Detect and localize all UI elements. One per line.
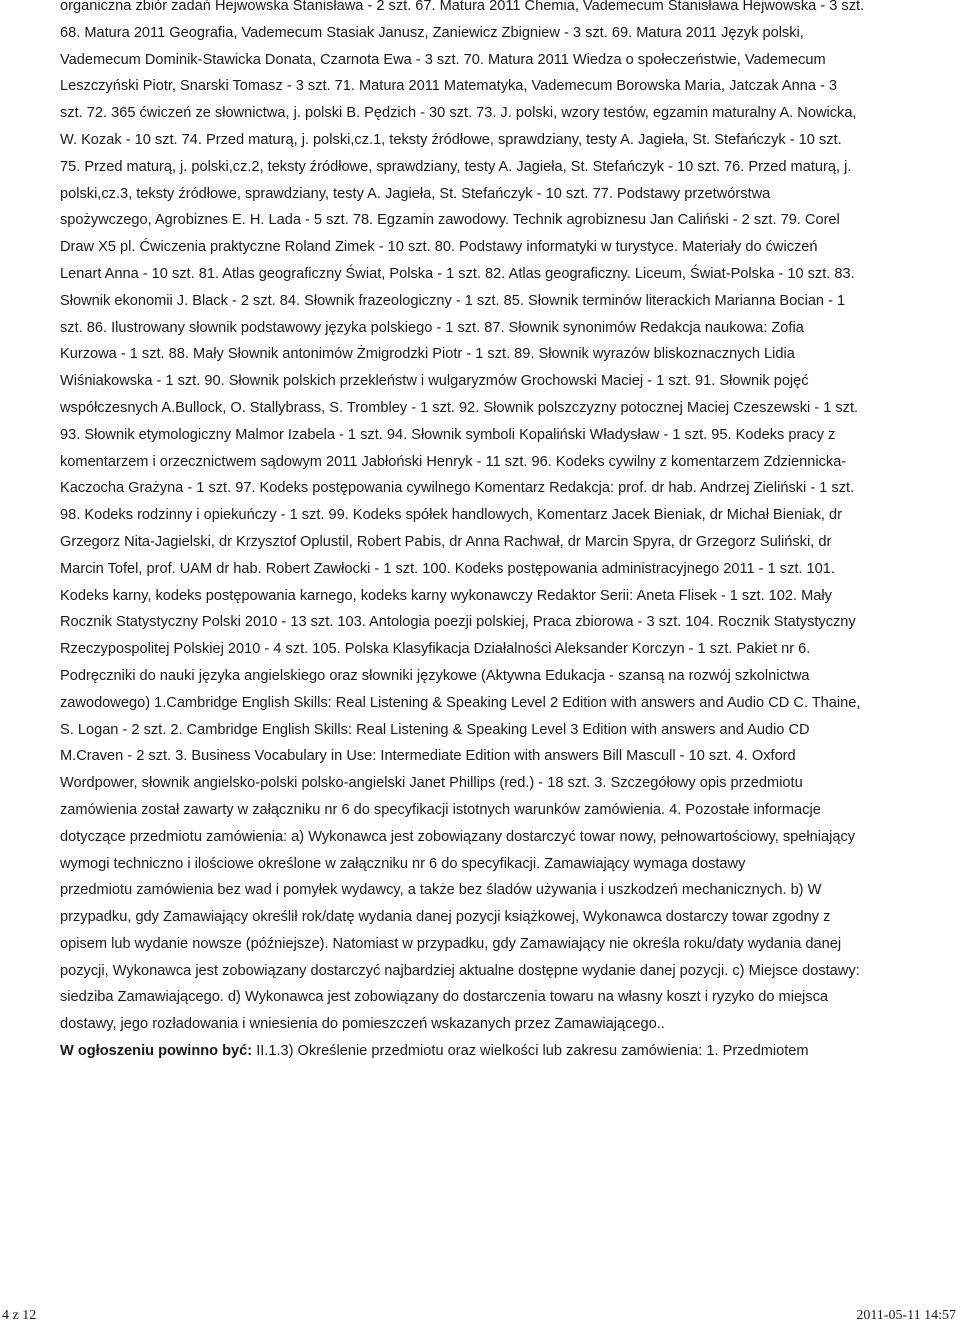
- text-line: Rzeczypospolitej Polskiej 2010 - 4 szt. 105. Polska Klasyfikacja Działalności Aleksander Korczyn - 1 szt. Pakiet nr 6.: [60, 641, 811, 658]
- text-line: Leszczyński Piotr, Snarski Tomasz - 3 szt. 71. Matura 2011 Matematyka, Vademecum Borowska Maria, Jatczak Anna - 3: [60, 78, 838, 95]
- body-text: [60, 0, 938, 1038]
- page-footer: [0, 1306, 960, 1326]
- text-line: siedziba Zamawiającego. d) Wykonawca jest zobowiązany do dostarczenia towaru na własny koszt i ryzyko do miejsca: [60, 989, 829, 1006]
- text-line: S. Logan - 2 szt. 2. Cambridge English Skills: Real Listening & Speaking Level 3 Edition with answers and Audio CD: [60, 721, 810, 738]
- text-line: M.Craven - 2 szt. 3. Business Vocabulary in Use: Intermediate Edition with answers Bill Mascull - 10 szt. 4. Oxford: [60, 748, 796, 765]
- text-line: Rocznik Statystyczny Polski 2010 - 13 szt. 103. Antologia poezji polskiej, Praca zbiorowa - 3 szt. 104. Rocznik Statystyczny: [60, 614, 856, 631]
- text-line: 93. Słownik etymologiczny Malmor Izabela - 1 szt. 94. Słownik symboli Kopaliński Władysław - 1 szt. 95. Kodeks pracy z: [60, 426, 836, 443]
- text-line: zawodowego) 1.Cambridge English Skills: Real Listening & Speaking Level 2 Edition with answers and Audio CD C. Thaine,: [60, 694, 861, 711]
- text-line: szt. 86. Ilustrowany słownik podstawowy języka polskiego - 1 szt. 87. Słownik synonimów Redakcja naukowa: Zofia: [60, 319, 804, 336]
- text-line: spożywczego, Agrobiznes E. H. Lada - 5 szt. 78. Egzamin zawodowy. Technik agrobiznesu Jan Caliński - 2 szt. 79. Corel: [60, 212, 840, 229]
- text-line: Wordpower, słownik angielsko-polski polsko-angielski Janet Phillips (red.) - 18 szt. 3. Szczegółowy opis przedmiotu: [60, 775, 803, 792]
- text-line: Kodeks karny, kodeks postępowania karnego, kodeks karny wykonawczy Redaktor Serii: Aneta Flisek - 1 szt. 102. Mały: [60, 587, 832, 604]
- text-line: Kurzowa - 1 szt. 88. Mały Słownik antonimów Żmigrodzki Piotr - 1 szt. 89. Słownik wyrazów bliskoznacznych Lidia: [60, 346, 795, 363]
- announcement-text: II.1.3) Określenie przedmiotu oraz wielkości lub zakresu zamówienia: 1. Przedmiotem: [252, 1043, 809, 1060]
- text-line: 98. Kodeks rodzinny i opiekuńczy - 1 szt. 99. Kodeks spółek handlowych, Komentarz Jacek Bieniak, dr Michał Bieniak, dr: [60, 507, 842, 524]
- text-line: Marcin Tofel, prof. UAM dr hab. Robert Zawłocki - 1 szt. 100. Kodeks postępowania administracyjnego 2011 - 1 szt. 101.: [60, 560, 835, 577]
- text-line: współczesnych A.Bullock, O. Stallybrass, S. Trombley - 1 szt. 92. Słownik polszczyzny potocznej Maciej Czeszewski - 1 szt.: [60, 399, 859, 416]
- text-line: W. Kozak - 10 szt. 74. Przed maturą, j. polski,cz.1, teksty źródłowe, sprawdziany, testy A. Jagieła, St. Stefańczyk - 10 szt.: [60, 131, 842, 148]
- text-line: 68. Matura 2011 Geografia, Vademecum Stasiak Janusz, Zaniewicz Zbigniew - 3 szt. 69. Matura 2011 Język polski,: [60, 24, 804, 41]
- text-line: Kaczocha Grażyna - 1 szt. 97. Kodeks postępowania cywilnego Komentarz Redakcja: prof. dr hab. Andrzej Zieliński - 1 szt.: [60, 480, 855, 497]
- text-line: dotyczące przedmiotu zamówienia: a) Wykonawca jest zobowiązany dostarczyć towar nowy, pełnowartościowy, spełniający: [60, 828, 856, 845]
- text-line: szt. 72. 365 ćwiczeń ze słownictwa, j. polski B. Pędzich - 30 szt. 73. J. polski, wzory testów, egzamin maturalny A. Nowicka,: [60, 105, 857, 122]
- text-line: Vademecum Dominik-Stawicka Donata, Czarnota Ewa - 3 szt. 70. Matura 2011 Wiedza o społeczeństwie, Vademecum: [60, 51, 826, 68]
- print-timestamp: 2011-05-11 14:57: [856, 1308, 956, 1323]
- final-line: [60, 1038, 938, 1065]
- text-line: komentarzem i orzecznictwem sądowym 2011 Jabłoński Henryk - 11 szt. 96. Kodeks cywilny z komentarzem Zdziennicka-: [60, 453, 847, 470]
- text-line: przedmiotu zamówienia bez wad i pomyłek wydawcy, a także bez śladów używania i uszkodzeń mechanicznych. b) W: [60, 882, 822, 899]
- text-line: Słownik ekonomii J. Black - 2 szt. 84. Słownik frazeologiczny - 1 szt. 85. Słownik terminów literackich Marianna Bocian - 1: [60, 292, 846, 309]
- text-line: wymogi techniczno i ilościowe określone w załączniku nr 6 do specyfikacji. Zamawiający wymaga dostawy: [60, 855, 746, 872]
- text-line: Draw X5 pl. Ćwiczenia praktyczne Roland Zimek - 10 szt. 80. Podstawy informatyki w turystyce. Materiały do ćwiczeń: [60, 239, 818, 256]
- text-line: organiczna zbiór zadań Hejwowska Stanisława - 2 szt. 67. Matura 2011 Chemia, Vademecum Stanisława Hejwowska - 3 szt.: [60, 0, 865, 14]
- text-line: Podręczniki do nauki języka angielskiego oraz słowniki językowe (Aktywna Edukacja - szansą na rozwój szkolnictwa: [60, 667, 810, 684]
- text-line: dostawy, jego rozładowania i wniesienia do pomieszczeń wskazanych przez Zamawiającego..: [60, 1016, 665, 1033]
- text-line: zamówienia został zawarty w załączniku nr 6 do specyfikacji istotnych warunków zamówienia. 4. Pozostałe informacje: [60, 801, 821, 818]
- text-line: polski,cz.3, teksty źródłowe, sprawdziany, testy A. Jagieła, St. Stefańczyk - 10 szt. 77. Podstawy przetwórstwa: [60, 185, 771, 202]
- text-line: Grzegorz Nita-Jagielski, dr Krzysztof Oplustil, Robert Pabis, dr Anna Rachwał, dr Marcin Spyra, dr Grzegorz Suliński, dr: [60, 533, 832, 550]
- announcement-label: W ogłoszeniu powinno być:: [60, 1043, 253, 1060]
- document-body: [60, 0, 938, 1065]
- text-line: opisem lub wydanie nowsze (późniejsze). Natomiast w przypadku, gdy Zamawiający nie określa roku/daty wydania danej: [60, 935, 842, 952]
- text-line: pozycji, Wykonawca jest zobowiązany dostarczyć najbardziej aktualne dostępne wydanie danej pozycji. c) Miejsce dostawy:: [60, 962, 860, 979]
- text-line: Wiśniakowska - 1 szt. 90. Słownik polskich przekleństw i wulgaryzmów Grochowski Maciej - 1 szt. 91. Słownik pojęć: [60, 373, 809, 390]
- text-line: Lenart Anna - 10 szt. 81. Atlas geograficzny Świat, Polska - 1 szt. 82. Atlas geograficzny. Liceum, Świat-Polska - 10 szt. 83.: [60, 265, 855, 282]
- text-line: przypadku, gdy Zamawiający określił rok/datę wydania danej pozycji książkowej, Wykonawca dostarczy towar zgodny z: [60, 909, 831, 926]
- page-number: 4 z 12: [2, 1308, 37, 1323]
- text-line: 75. Przed maturą, j. polski,cz.2, teksty źródłowe, sprawdziany, testy A. Jagieła, St. Stefańczyk - 10 szt. 76. Przed maturą, j.: [60, 158, 852, 175]
